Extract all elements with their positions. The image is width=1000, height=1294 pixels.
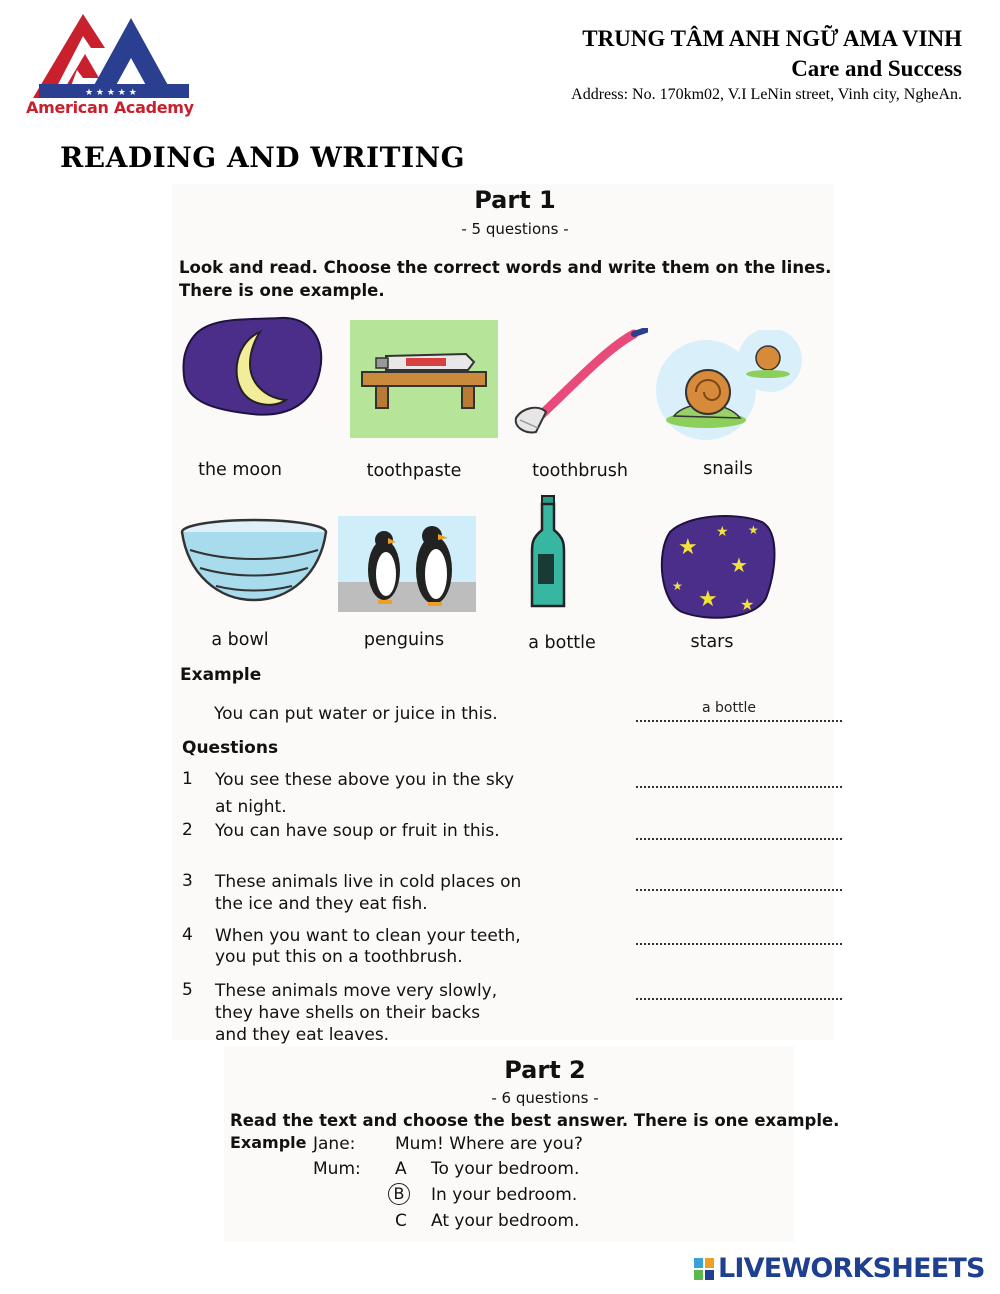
option-c-letter[interactable]: C — [395, 1211, 407, 1231]
part1-instruction-line2: There is one example. — [179, 281, 385, 300]
question-4-line2: you put this on a toothbrush. — [215, 947, 463, 967]
question-5-line2: they have shells on their backs — [215, 1003, 481, 1023]
part2-subtitle: - 6 questions - — [491, 1089, 599, 1107]
example-text: You can put water or juice in this. — [214, 704, 498, 724]
question-5-line1: These animals move very slowly, — [215, 981, 498, 1001]
liveworksheets-icon — [694, 1258, 714, 1280]
option-a-letter[interactable]: A — [395, 1159, 407, 1179]
address: Address: No. 170km02, V.I LeNin street, Vinh city, NgheAn. — [571, 86, 962, 103]
section-title: READING AND WRITING — [60, 141, 466, 174]
question-1-line1: You see these above you in the sky — [215, 770, 515, 790]
answer-field-3[interactable] — [636, 871, 842, 895]
part1-title: Part 1 — [474, 186, 556, 214]
academy-logo-icon — [25, 10, 195, 110]
part2-example-heading: Example — [230, 1133, 307, 1152]
answer-input-4[interactable] — [636, 925, 846, 947]
svg-text:★: ★ — [698, 587, 718, 612]
part1-subtitle: - 5 questions - — [461, 220, 569, 238]
answer-input-2[interactable] — [636, 820, 846, 842]
bottle-icon — [528, 494, 568, 616]
svg-text:★: ★ — [730, 553, 748, 577]
toothbrush-icon — [508, 328, 648, 442]
toothpaste-icon — [350, 320, 498, 442]
answer-field-2[interactable] — [636, 820, 842, 844]
questions-heading: Questions — [182, 738, 279, 758]
answer-input-3[interactable] — [636, 871, 846, 893]
moon-icon — [180, 314, 326, 424]
word-toothbrush: toothbrush — [532, 461, 628, 481]
word-toothpaste: toothpaste — [366, 461, 462, 481]
question-number: 5 — [182, 980, 193, 1000]
example-answer-line — [636, 702, 842, 726]
word-stars: stars — [690, 632, 734, 652]
part2-instruction: Read the text and choose the best answer. There is one example. — [230, 1111, 840, 1130]
option-a-text: To your bedroom. — [431, 1159, 580, 1179]
question-number: 4 — [182, 925, 193, 945]
answer-field-5[interactable] — [636, 980, 842, 1004]
question-number: 3 — [182, 871, 193, 891]
option-b-text: In your bedroom. — [431, 1185, 578, 1205]
liveworksheets-brand[interactable]: LIVEWORKSHEETS — [718, 1253, 985, 1284]
answer-input-5[interactable] — [636, 980, 846, 1002]
option-b-selected-circle[interactable] — [388, 1183, 410, 1205]
example-heading: Example — [180, 665, 262, 685]
question-3-line1: These animals live in cold places on — [215, 872, 522, 892]
stars-icon — [658, 512, 776, 626]
bowl-icon — [178, 514, 330, 610]
svg-text:★: ★ — [748, 523, 759, 537]
svg-text:★: ★ — [678, 535, 698, 560]
svg-text:★ ★ ★ ★ ★: ★ ★ ★ ★ ★ — [85, 88, 137, 98]
question-1-line2: at night. — [215, 797, 287, 817]
svg-text:★: ★ — [740, 595, 755, 614]
example-answer: a bottle — [702, 700, 756, 716]
penguin-icon — [338, 516, 476, 616]
center-name: TRUNG TÂM ANH NGỮ AMA VINH — [582, 26, 962, 51]
part1-instruction-line1: Look and read. Choose the correct words and write them on the lines. — [179, 258, 832, 277]
word-the-moon: the moon — [198, 460, 282, 480]
svg-text:★: ★ — [716, 524, 729, 540]
question-5-line3: and they eat leaves. — [215, 1025, 390, 1045]
option-b-letter: B — [393, 1184, 405, 1203]
option-c-text: At your bedroom. — [431, 1211, 580, 1231]
speaker-mum: Mum: — [313, 1159, 361, 1179]
word-a-bowl: a bowl — [211, 630, 269, 650]
question-number: 1 — [182, 769, 193, 789]
question-2-line1: You can have soup or fruit in this. — [215, 821, 500, 841]
svg-text:★: ★ — [672, 579, 683, 593]
word-snails: snails — [703, 459, 753, 479]
speaker-jane: Jane: — [313, 1134, 356, 1154]
question-number: 2 — [182, 820, 193, 840]
dialogue-line: Mum! Where are you? — [395, 1134, 583, 1154]
answer-field-4[interactable] — [636, 925, 842, 949]
word-penguins: penguins — [363, 630, 445, 650]
logo-text: American Academy — [26, 98, 194, 117]
slogan: Care and Success — [791, 56, 962, 81]
word-a-bottle: a bottle — [528, 633, 596, 653]
snail-icon — [656, 330, 804, 450]
part2-title: Part 2 — [504, 1056, 586, 1084]
answer-field-1[interactable] — [636, 768, 842, 792]
answer-input-1[interactable] — [636, 768, 846, 790]
question-3-line2: the ice and they eat fish. — [215, 894, 428, 914]
question-4-line1: When you want to clean your teeth, — [215, 926, 521, 946]
